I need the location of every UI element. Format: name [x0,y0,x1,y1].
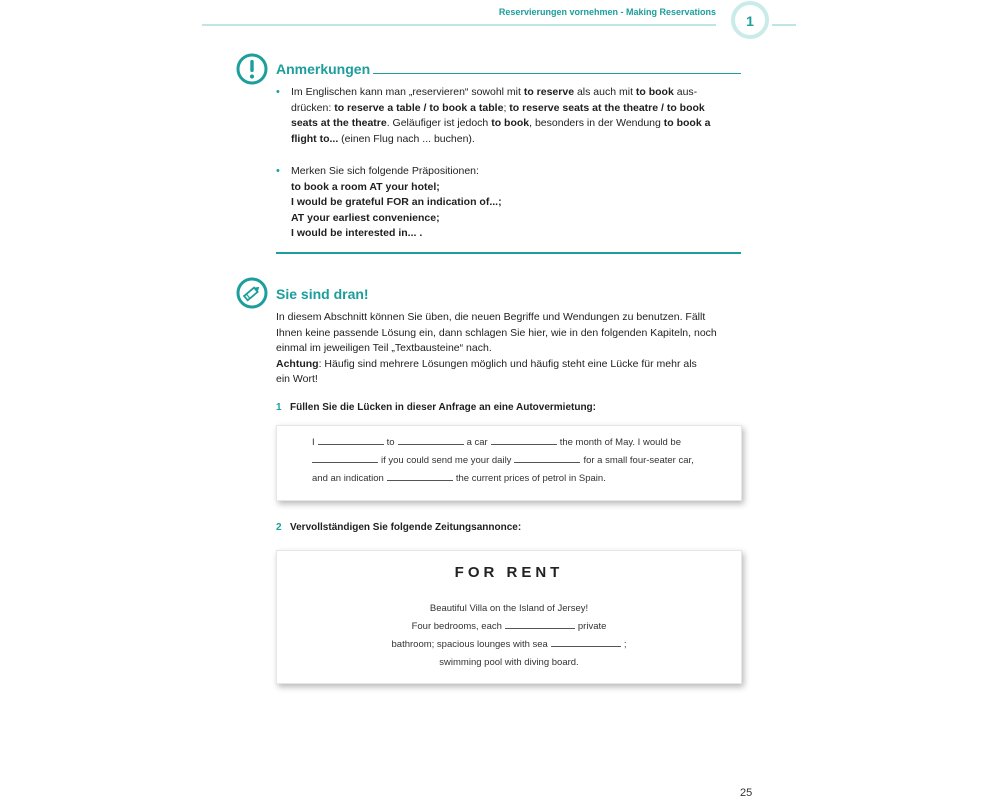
preposition-line: I would be interested in... . [291,227,423,240]
task-1-number: 1 [276,402,282,413]
exclamation-icon [236,53,268,85]
header-rule [202,24,716,26]
intro-line: Ihnen keine passende Lösung ein, dann schlagen Sie hier, wie in den folgenden Kapiteln, noch [276,326,717,339]
gap-blank[interactable] [491,435,557,445]
bullet1-line-2: drücken: to reserve a table / to book a table; to reserve seats at the theatre / to book [291,101,705,114]
ad-line-4: swimming pool with diving board. [439,657,579,668]
pencil-icon [236,277,268,309]
header-rule-right [772,24,796,26]
gap-blank[interactable] [505,619,575,629]
chapter-number: 1 [746,13,754,29]
running-title: Reservierungen vornehmen - Making Reservations [498,7,716,17]
ad-line-3: bathroom; spacious lounges with sea ; [391,639,627,650]
ad-line-1: Beautiful Villa on the Island of Jersey! [429,603,589,614]
warning-line: ein Wort! [276,373,318,386]
task-1-box [276,425,742,501]
chapter-badge [731,1,769,39]
gap-blank[interactable] [312,453,378,463]
task-2-number: 2 [276,522,282,533]
ad-line-2: Four bedrooms, each private [411,621,607,632]
gap-blank[interactable] [387,471,453,481]
task-2-title: Vervollständigen Sie folgende Zeitungsannonce: [290,522,522,533]
practice-intro [276,310,742,388]
notes-title: Anmerkungen [276,61,371,77]
practice-title: Sie sind dran! [276,286,369,302]
bullet-marker: • [276,165,280,177]
bullet1-line-4: flight to... (einen Flug nach ... buchen). [291,132,475,145]
intro-line: In diesem Abschnitt können Sie üben, die neuen Begriffe und Wendungen zu benutzen. Fällt [276,311,706,323]
ad-title: FOR RENT [454,564,564,581]
gap-blank[interactable] [514,453,580,463]
warning-label: Achtung [276,357,319,370]
notes-bullet-2 [291,164,741,242]
gap-line-1: I to a car the month of May. I would be [312,437,681,448]
preposition-line: AT your earliest convenience; [291,211,440,224]
preposition-line: to book a room AT your hotel; [291,180,440,193]
warning-line: Achtung: Häufig sind mehrere Lösungen möglich und häufig steht eine Lücke für mehr als [276,357,697,370]
bullet1-line-1: Im Englischen kann man „reservieren“ sowohl mit to reserve als auch mit to book aus- [291,86,698,98]
bullet-marker: • [276,86,280,98]
task-2-ad-box [276,550,742,684]
bullet1-line-3: seats at the theatre. Geläufiger ist jedoch to book, besonders in der Wendung to book a [291,117,711,130]
intro-line: einmal im jeweiligen Teil „Textbausteine“ nach. [276,342,492,355]
gap-line-2: if you could send me your daily for a small four-seater car, [312,452,694,470]
notes-title-rule [373,73,741,74]
gap-blank[interactable] [551,637,621,647]
task-1-title: Füllen Sie die Lücken in dieser Anfrage an eine Autovermietung: [290,402,596,413]
preposition-line: I would be grateful FOR an indication of...; [291,196,502,209]
notes-end-rule [276,252,741,254]
bullet2-intro: Merken Sie sich folgende Präpositionen: [291,165,479,177]
gap-blank[interactable] [398,435,464,445]
gap-blank[interactable] [318,435,384,445]
gap-line-3: and an indication the current prices of petrol in Spain. [312,473,606,484]
notes-bullet-1 [291,85,741,147]
page-number: 25 [740,787,753,799]
